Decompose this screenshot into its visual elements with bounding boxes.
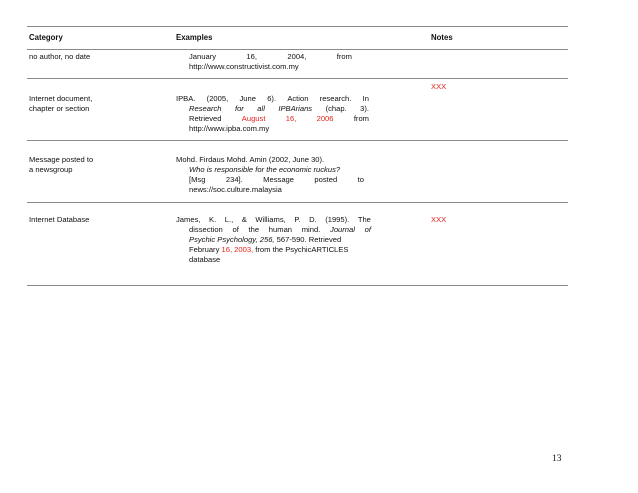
row2-word: In	[362, 94, 369, 103]
row-rule-2	[27, 140, 568, 141]
row4-example	[176, 215, 371, 265]
row-rule-1	[27, 78, 568, 79]
row4-word: D.	[309, 215, 317, 224]
row2-notes: XXX	[431, 82, 447, 91]
row2-word: from	[353, 114, 369, 123]
row3-author-line: Mohd. Firdaus Mohd. Amin (2002, June 30).	[176, 155, 325, 164]
row2-word: (2005,	[206, 94, 229, 103]
row1-word: January	[189, 52, 217, 61]
row4-journal-title: Psychic Psychology, 256,	[189, 235, 275, 244]
row4-word: P.	[294, 215, 301, 224]
row4-retrieved-month: February	[189, 245, 222, 254]
row3-url: news://soc.culture.malaysia	[189, 185, 282, 194]
row3-title: Who is responsible for the economic ruckus?	[189, 165, 341, 174]
row4-word: the	[248, 225, 260, 234]
row4-journal-word: Journal	[330, 225, 355, 234]
row4-category: Internet Database	[29, 215, 90, 224]
row4-word: &	[241, 215, 247, 224]
row4-word: human	[268, 225, 293, 234]
row2-word: IPBA.	[176, 94, 196, 103]
row4-database-word: database	[189, 255, 221, 264]
row4-retrieved-source: from the PsychicARTICLES	[253, 245, 349, 254]
row3-word: to	[357, 175, 364, 184]
row4-notes: XXX	[431, 215, 447, 224]
header-examples: Examples	[176, 33, 213, 42]
row3-word: Message	[263, 175, 294, 184]
row2-word: research.	[319, 94, 352, 103]
header-category: Category	[29, 33, 63, 42]
header-notes: Notes	[431, 33, 453, 42]
row-rule-3	[27, 202, 568, 203]
row1-url: http://www.constructivist.com.my	[189, 62, 299, 71]
row2-word: 6).	[267, 94, 277, 103]
row4-journal-word: of	[364, 225, 371, 234]
row3-category-line2: a newsgroup	[29, 165, 73, 174]
row2-category-line1: Internet document,	[29, 94, 93, 103]
row2-highlight-word: 16,	[285, 114, 297, 123]
row4-word: dissection	[189, 225, 223, 234]
row2-word: Action	[287, 94, 309, 103]
row4-word: K.	[209, 215, 217, 224]
row2-title-word: IPBArians	[278, 104, 313, 113]
header-rule	[27, 49, 568, 50]
row4-retrieved-date: 16, 2003,	[221, 245, 254, 254]
row4-word: James,	[176, 215, 201, 224]
page-number: 13	[552, 454, 562, 464]
row2-category-line2: chapter or section	[29, 104, 90, 113]
row1-word: from	[336, 52, 352, 61]
row3-word: 234].	[225, 175, 243, 184]
row4-word: The	[357, 215, 371, 224]
row2-word: (chap.	[325, 104, 347, 113]
row2-word: June	[239, 94, 256, 103]
row3-word: [Msg	[189, 175, 206, 184]
row4-pages: 567-590. Retrieved	[274, 235, 342, 244]
row2-title-word: Research	[189, 104, 222, 113]
row3-category-line1: Message posted to	[29, 155, 94, 164]
row4-word: (1995).	[325, 215, 350, 224]
row1-word: 2004,	[287, 52, 307, 61]
table-top-rule	[27, 26, 568, 27]
row1-example	[176, 52, 352, 72]
row1-word: 16,	[246, 52, 257, 61]
row3-example	[176, 155, 376, 195]
table-bottom-rule	[27, 285, 568, 286]
row3-word: posted	[314, 175, 338, 184]
row4-word: mind.	[301, 225, 321, 234]
row4-word: L.,	[224, 215, 234, 224]
row2-url: http://www.ipba.com.my	[189, 124, 270, 133]
row2-highlight-word: August	[241, 114, 266, 123]
row4-word: Williams,	[255, 215, 286, 224]
row2-title-word: for	[234, 104, 244, 113]
row2-example	[176, 94, 369, 134]
row2-highlight-word: 2006	[316, 114, 334, 123]
row1-category: no author, no date	[29, 52, 91, 61]
row4-word: of	[232, 225, 239, 234]
row2-word: Retrieved	[189, 114, 222, 123]
row2-word: 3).	[360, 104, 369, 113]
row2-title-word: all	[257, 104, 265, 113]
